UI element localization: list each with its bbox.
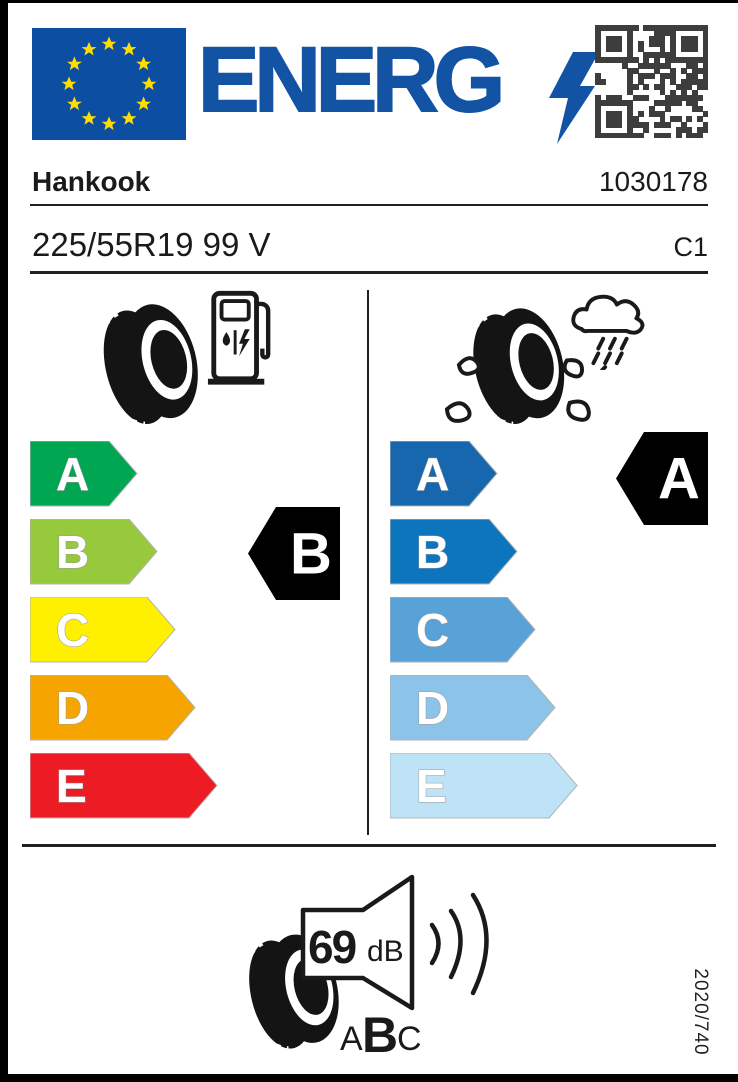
- noise-class-a: A: [340, 1020, 363, 1058]
- noise-value: 69: [308, 921, 356, 973]
- label-border-bottom: [0, 1074, 738, 1082]
- wet-grade-c: [390, 597, 537, 663]
- brand-name: Hankook: [32, 166, 151, 197]
- lightning-bolt-icon: [549, 52, 599, 144]
- fuel-pump-icon: [206, 288, 274, 386]
- fuel-grade-d: [30, 675, 197, 741]
- grade-label: D: [56, 682, 90, 734]
- fuel-rating-badge: [248, 507, 340, 600]
- separator-line: [22, 844, 716, 847]
- separator-line: [30, 204, 708, 206]
- qr-code: [595, 25, 708, 138]
- tire-class: C1: [673, 232, 708, 262]
- grade-label: B: [56, 526, 90, 578]
- wet-grade-d: [390, 675, 557, 741]
- separator-line: [30, 271, 708, 274]
- fuel-grade-a: [30, 441, 139, 507]
- tire-icon: [92, 296, 208, 432]
- eu-flag-icon: [32, 28, 186, 140]
- fuel-grade-c: [30, 597, 177, 663]
- fuel-grade-e: [30, 753, 219, 819]
- grade-label: E: [416, 760, 447, 812]
- energ-logo-text: ENERG: [198, 29, 501, 131]
- grade-label: E: [56, 760, 87, 812]
- sound-waves-icon: [432, 895, 487, 993]
- rain-cloud-icon: [566, 288, 654, 370]
- wet-grade-b: [390, 519, 519, 585]
- product-id: 1030178: [598, 166, 708, 197]
- wet-rating-value: A: [658, 446, 700, 512]
- grade-label: A: [416, 448, 450, 500]
- noise-unit: dB: [367, 935, 404, 968]
- wet-grade-a: [390, 441, 499, 507]
- tire-size: 225/55R19 99 V: [32, 226, 271, 263]
- fuel-grade-b: [30, 519, 159, 585]
- fuel-rating-value: B: [290, 521, 332, 587]
- regulation-number: 2020/740: [690, 968, 711, 1056]
- grade-label: D: [416, 682, 450, 734]
- label-border-left: [0, 0, 8, 1082]
- wet-grade-e: [390, 753, 579, 819]
- noise-class-c: C: [397, 1020, 422, 1058]
- grade-label: A: [56, 448, 90, 500]
- grade-label: B: [416, 526, 450, 578]
- label-border-top: [0, 0, 738, 3]
- section-divider: [367, 290, 369, 835]
- grade-label: C: [56, 604, 90, 656]
- grade-label: C: [416, 604, 450, 656]
- wet-rating-badge: [616, 432, 708, 525]
- noise-icon: [230, 865, 512, 1065]
- noise-class-b: B: [362, 1007, 399, 1063]
